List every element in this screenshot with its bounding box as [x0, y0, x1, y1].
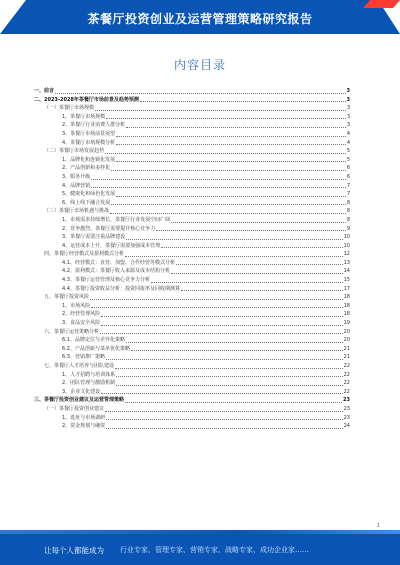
report-title: 茶餐厅投资创业及运营管理策略研究报告: [87, 12, 313, 26]
toc-entry-page: 15: [343, 277, 350, 284]
toc-leader-dots: [161, 247, 342, 248]
toc-entry-title: 6.1、品牌定位与差异化策略: [62, 337, 125, 344]
header-rule: [24, 32, 376, 33]
toc-entry-page: 3: [346, 96, 350, 103]
toc-entry-title: 1、市场需求持续增长，茶餐厅行业发展空间广阔: [62, 216, 171, 223]
toc-entry-title: 三、茶餐厅投资创业建议及运营管理策略: [34, 397, 125, 404]
toc-entry[interactable]: [34, 259, 350, 268]
toc-entry[interactable]: [34, 328, 350, 337]
toc-entry[interactable]: [34, 293, 350, 302]
toc-entry-title: 3、服务升级: [62, 173, 91, 180]
footer-slogan: 让每个人都能成为: [44, 546, 104, 555]
toc-entry-title: 4.3、茶餐厅运营管理及核心竞争力分析: [62, 277, 150, 284]
footer-band: [0, 534, 400, 565]
toc-leader-dots: [101, 393, 342, 394]
toc-leader-dots: [156, 230, 346, 231]
footer-edge: [0, 530, 400, 534]
toc-entry[interactable]: [34, 216, 350, 225]
toc-entry-title: 1、品牌化和连锁化发展: [62, 156, 116, 163]
toc-entry-page: 22: [343, 388, 350, 395]
toc-entry-page: 23: [343, 405, 350, 412]
toc-leader-dots: [101, 325, 342, 326]
toc-entry-title: 3、企业文化建设: [62, 388, 101, 395]
toc-leader-dots: [171, 273, 343, 274]
toc-entry-page: 7: [346, 191, 350, 198]
toc-entry[interactable]: [34, 310, 350, 319]
toc-entry[interactable]: [34, 121, 350, 130]
toc-entry-title: 3、食品安全风险: [62, 320, 101, 327]
toc-leader-dots: [101, 316, 342, 317]
toc-entry[interactable]: [34, 173, 350, 182]
toc-entry-title: 1、茶餐厅市场规模: [62, 113, 106, 120]
toc-entry[interactable]: [34, 199, 350, 208]
toc-leader-dots: [100, 333, 343, 334]
toc-entry-title: 6.3、营销推广策略: [62, 354, 105, 361]
toc-entry-page: 21: [343, 354, 350, 361]
toc-entry-title: （三）茶餐厅市场机遇与挑战: [44, 208, 110, 215]
toc-entry[interactable]: [34, 336, 350, 345]
toc-leader-dots: [105, 411, 343, 412]
toc-leader-dots: [171, 222, 346, 223]
toc-leader-dots: [111, 204, 346, 205]
toc-entry-page: 8: [346, 208, 350, 215]
toc-entry[interactable]: [34, 371, 350, 380]
toc-entry[interactable]: [34, 104, 350, 113]
toc-leader-dots: [116, 385, 342, 386]
toc-entry[interactable]: [34, 345, 350, 354]
toc-entry[interactable]: [34, 285, 350, 294]
header-band: [0, 0, 400, 34]
toc-entry-page: 4: [346, 139, 350, 146]
toc-entry-page: 21: [343, 345, 350, 352]
toc-entry[interactable]: [34, 319, 350, 328]
toc-entry[interactable]: [34, 113, 350, 122]
toc-leader-dots: [140, 101, 346, 102]
toc-entry[interactable]: [34, 207, 350, 216]
toc-entry-title: （一）茶餐厅市场规模: [44, 105, 95, 112]
toc-entry[interactable]: [34, 379, 350, 388]
toc-entry-page: 3: [346, 113, 350, 120]
toc-entry-page: 5: [346, 148, 350, 155]
toc-leader-dots: [181, 290, 343, 291]
toc-entry-title: 6.2、产品创新与菜单优化策略: [62, 345, 130, 352]
toc-entry-title: 4、运营成本上升，茶餐厅需要加强成本管理: [62, 242, 161, 249]
toc-entry-page: 13: [343, 259, 350, 266]
toc-entry[interactable]: [34, 267, 350, 276]
toc-entry-page: 10: [343, 234, 350, 241]
toc-entry-page: 18: [343, 302, 350, 309]
toc-entry-page: 8: [346, 216, 350, 223]
toc-entry-title: 一、前言: [34, 88, 55, 94]
toc-entry-page: 14: [343, 268, 350, 275]
toc-entry-title: 4.2、盈利模式：茶餐厅收入来源及成本结构分析: [62, 268, 170, 275]
toc-entry-title: 3、茶餐厅需要注重品牌建设: [62, 234, 126, 241]
toc-leader-dots: [90, 299, 343, 300]
toc-entry-page: 19: [343, 320, 350, 327]
toc-entry-page: 18: [343, 311, 350, 318]
toc-entry[interactable]: [34, 242, 350, 251]
toc-entry-title: 四、茶餐厅经营模式及盈利模式分析: [44, 251, 125, 258]
toc-entry-title: 2、茶餐厅行业消费人群分析: [62, 122, 126, 129]
toc-entry-title: 4.4、茶餐厅投资收益分析：投资回报率及回收期测算: [62, 285, 180, 292]
toc-leader-dots: [176, 264, 343, 265]
toc-entry-title: 4、茶餐厅市场规模分析: [62, 139, 116, 146]
toc-entry-title: 4、品牌营销: [62, 182, 91, 189]
table-of-contents: [34, 87, 350, 431]
toc-entry[interactable]: [34, 414, 350, 423]
toc-entry-page: 20: [343, 337, 350, 344]
toc-entry-page: 3: [346, 122, 350, 129]
toc-entry-title: 4.1、经营模式：直营、加盟、合作经营等模式分析: [62, 259, 175, 266]
toc-entry-title: 二、2023-2028年茶餐厅市场前景及趋势预测: [34, 96, 139, 103]
toc-entry[interactable]: [34, 182, 350, 191]
toc-leader-dots: [116, 196, 346, 197]
toc-entry-page: 23: [343, 414, 350, 421]
toc-entry-title: 2、产品创新和多样化: [62, 165, 111, 172]
toc-entry[interactable]: [34, 388, 350, 397]
toc-entry-page: 18: [343, 294, 350, 301]
toc-entry[interactable]: [34, 250, 350, 259]
toc-entry-page: 5: [346, 156, 350, 163]
toc-leader-dots: [91, 307, 342, 308]
toc-entry-title: 2、团队管理与激励机制: [62, 380, 116, 387]
toc-entry[interactable]: [34, 233, 350, 242]
toc-leader-dots: [106, 419, 342, 420]
footer-tagline: 行业专家、管理专家、营销专家、战略专家、成功企业家……: [120, 546, 309, 554]
toc-leader-dots: [106, 359, 343, 360]
toc-entry-title: 2、资金规划与融资: [62, 423, 106, 430]
toc-entry[interactable]: [34, 139, 350, 148]
toc-entry-title: 1、选址与市场调研: [62, 414, 106, 421]
toc-entry[interactable]: [34, 87, 350, 96]
toc-entry-page: 12: [343, 251, 350, 258]
toc-entry-page: 22: [343, 371, 350, 378]
toc-entry-page: 22: [343, 380, 350, 387]
toc-entry-title: 5、健康化和绿色化发展: [62, 191, 116, 198]
toc-entry[interactable]: [34, 96, 350, 105]
toc-entry[interactable]: [34, 353, 350, 362]
toc-entry-page: 22: [343, 363, 350, 369]
toc-entry[interactable]: [34, 147, 350, 156]
toc-leader-dots: [126, 127, 346, 128]
toc-entry[interactable]: [34, 225, 350, 234]
toc-entry-page: 8: [346, 199, 350, 206]
toc-entry-page: 9: [346, 225, 350, 232]
toc-leader-dots: [105, 153, 346, 154]
toc-title: 内容目录: [173, 58, 226, 72]
toc-leader-dots: [126, 239, 342, 240]
toc-leader-dots: [131, 350, 343, 351]
toc-entry-title: 六、茶餐厅运营策略分析: [44, 328, 100, 335]
toc-entry-title: 6、线上线下融合发展: [62, 199, 111, 206]
toc-entry-title: 2、竞争激烈，茶餐厅需要提升核心竞争力: [62, 225, 156, 232]
toc-leader-dots: [95, 110, 346, 111]
toc-entry-title: （一）茶餐厅投资创业建议: [44, 405, 105, 412]
toc-entry[interactable]: [34, 276, 350, 285]
toc-entry-page: 6: [346, 165, 350, 172]
toc-entry-page: 20: [343, 328, 350, 335]
toc-leader-dots: [115, 368, 343, 369]
toc-entry-page: 10: [343, 242, 350, 249]
toc-leader-dots: [116, 136, 346, 137]
toc-entry-title: 2、经营管理风险: [62, 311, 101, 318]
toc-entry-title: 3、茶餐厅市场前景展望: [62, 130, 116, 137]
toc-leader-dots: [111, 170, 346, 171]
toc-entry[interactable]: [34, 362, 350, 371]
toc-leader-dots: [91, 187, 346, 188]
toc-entry-page: 3: [346, 88, 350, 94]
toc-entry-title: 1、人才招聘与培训体系: [62, 371, 116, 378]
toc-leader-dots: [116, 161, 346, 162]
toc-entry[interactable]: [34, 190, 350, 199]
toc-entry[interactable]: [34, 164, 350, 173]
toc-entry-title: （二）茶餐厅市场发展趋势: [44, 148, 105, 155]
toc-entry[interactable]: [34, 405, 350, 414]
toc-entry-page: 23: [343, 397, 350, 404]
toc-entry[interactable]: [34, 396, 350, 405]
toc-leader-dots: [151, 282, 343, 283]
toc-entry-title: 七、茶餐厅人才培养与团队建设: [44, 363, 115, 369]
toc-leader-dots: [110, 213, 346, 214]
toc-entry-title: 五、茶餐厅投资风险: [44, 294, 90, 301]
toc-entry[interactable]: [34, 130, 350, 139]
page-number: 1: [376, 523, 380, 529]
toc-entry-page: 7: [346, 182, 350, 189]
toc-entry-page: 6: [346, 173, 350, 180]
toc-leader-dots: [91, 179, 346, 180]
toc-entry-page: 17: [343, 285, 350, 292]
toc-entry[interactable]: [34, 156, 350, 165]
toc-leader-dots: [116, 144, 346, 145]
toc-leader-dots: [116, 376, 342, 377]
toc-leader-dots: [125, 256, 343, 257]
toc-entry-title: 1、市场风险: [62, 302, 91, 309]
toc-leader-dots: [106, 118, 346, 119]
toc-entry-page: 3: [346, 105, 350, 112]
toc-leader-dots: [106, 428, 342, 429]
toc-entry-page: 24: [343, 423, 350, 430]
toc-leader-dots: [125, 402, 342, 403]
toc-entry[interactable]: [34, 302, 350, 311]
toc-leader-dots: [55, 93, 346, 94]
toc-entry-page: 4: [346, 130, 350, 137]
toc-entry[interactable]: [34, 422, 350, 431]
toc-leader-dots: [126, 342, 343, 343]
